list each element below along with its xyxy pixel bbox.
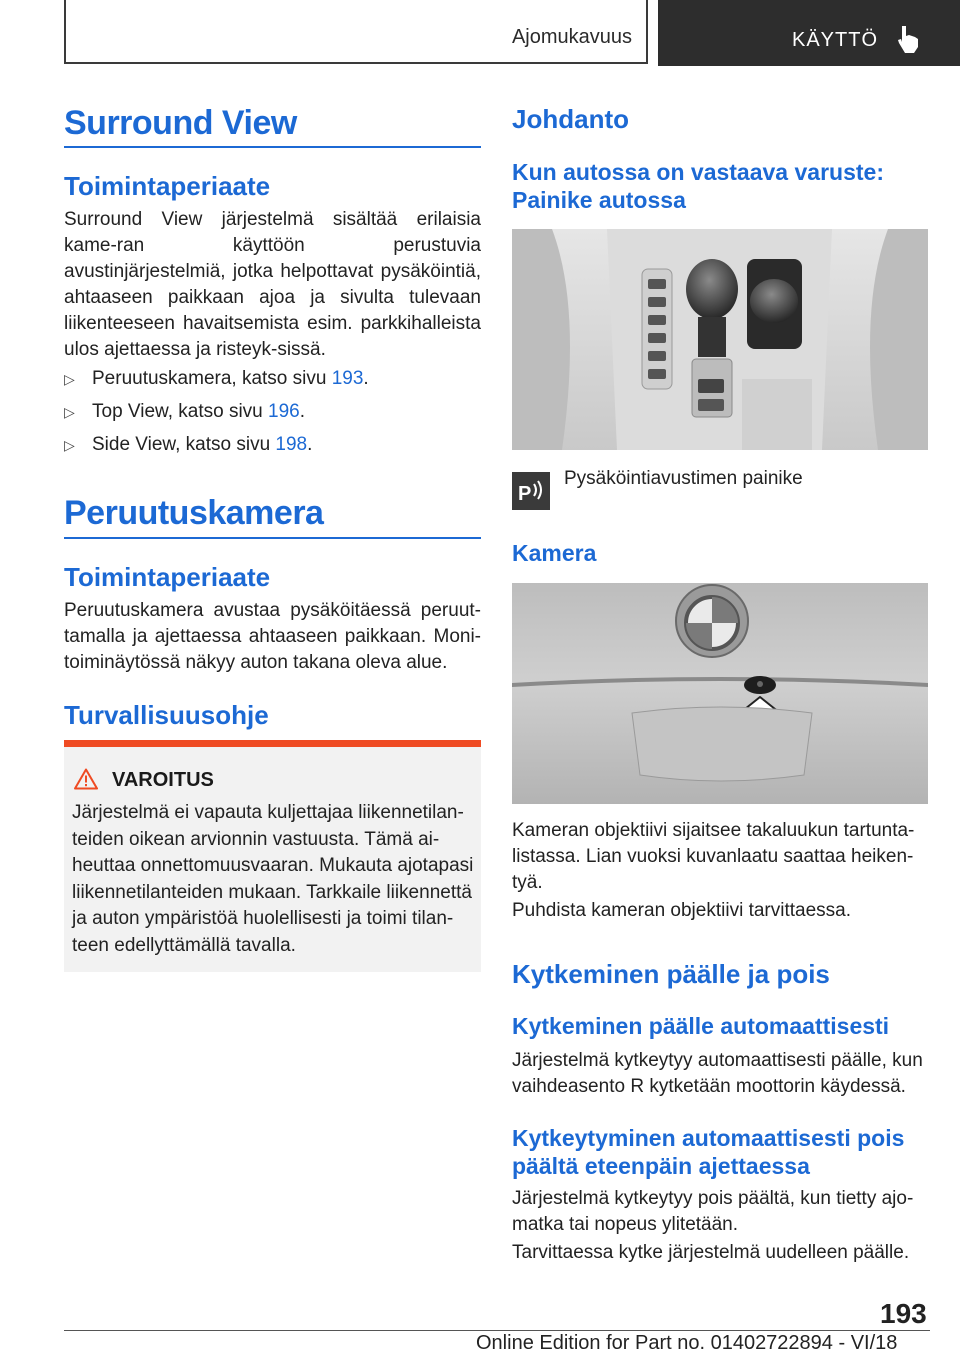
footer-rule bbox=[64, 1330, 930, 1331]
onoff-heading: Kytkeminen päälle ja pois bbox=[512, 959, 830, 989]
warning-bar bbox=[64, 740, 481, 747]
center-console-photo bbox=[512, 229, 928, 450]
warning-title: VAROITUS bbox=[112, 769, 214, 791]
kamera-heading: Kamera bbox=[512, 540, 597, 566]
svg-text:P: P bbox=[518, 483, 532, 505]
surround-view-title: Surround View bbox=[64, 104, 297, 142]
warning-text: Järjestelmä ei vapauta kuljettajaa liikennetilan‐teiden oikean arvionnin vastuusta. Tämä ai‐heuttaa onnettomuusvaaran. Mukauta ajotapasi liikennetilanteiden mukaan. Tarkkaile liikennettä ja auton ympäristöä huolellisesti ja toimi tilan‐teen edellyttämällä tavalla. bbox=[72, 802, 474, 956]
auto-off-heading: Kytkeytyminen automaattisesti pois päältä eteenpäin ajettaessa bbox=[512, 1125, 905, 1179]
surround-principle-heading: Toimintaperiaate bbox=[64, 171, 271, 201]
page-number: 193 bbox=[880, 1298, 927, 1329]
button-equipment-heading: Kun autossa on vastaava varuste: Painike autossa bbox=[512, 159, 884, 213]
surround-description: Surround View järjestelmä sisältää erilaisia kame‐ran käyttöön perustuvia avustinjärjestelmiä, jotka helpottavat pysäköintiä, ahtaaseen paikkaan ajoa ja sivulta tulevaan liikenteeseen havaitsemista esim. parkkihalleista ulos ajettaessa ja risteyk‐sissä. bbox=[64, 209, 481, 360]
warning-triangle-icon bbox=[74, 768, 98, 790]
page-link-193[interactable]: 193 bbox=[331, 368, 364, 389]
warning-box bbox=[64, 740, 481, 972]
peruutus-principle-heading: Toimintaperiaate bbox=[64, 562, 271, 592]
header-chapter-tab bbox=[658, 0, 960, 66]
center-console-illustration bbox=[512, 229, 928, 450]
rear-camera-illustration bbox=[512, 583, 928, 804]
safety-heading: Turvallisuusohje bbox=[64, 700, 269, 730]
header-chapter-label: KÄYTTÖ bbox=[792, 29, 879, 51]
footer-edition: Online Edition for Part no. 01402722894 - VI/18 bbox=[476, 1332, 898, 1354]
button-caption: Pysäköintiavustimen painike bbox=[564, 468, 803, 489]
manual-on-text: Tarvittaessa kytke järjestelmä uudelleen päälle. bbox=[512, 1242, 910, 1263]
triangle-bullet-icon: ▷ bbox=[64, 404, 75, 420]
title-rule bbox=[64, 146, 481, 148]
rear-camera-photo bbox=[512, 583, 928, 804]
johdanto-heading: Johdanto bbox=[512, 104, 629, 134]
hand-pointer-icon bbox=[896, 24, 922, 54]
triangle-bullet-icon: ▷ bbox=[64, 437, 75, 453]
parking-assist-button-icon bbox=[512, 472, 550, 510]
header-section-tab bbox=[64, 0, 648, 64]
page-link-196[interactable]: 196 bbox=[268, 401, 300, 422]
ref-label: Top View, katso sivu bbox=[92, 401, 269, 422]
ref-label: Peruutuskamera, katso sivu bbox=[92, 368, 332, 389]
title-rule bbox=[64, 537, 481, 539]
peruutus-description: Peruutuskamera avustaa pysäköitäessä peruut‐tamalla ja ajettaessa ahtaaseen paikkaan. Moni‐toiminäytössä näkyy auton takana oleva alue. bbox=[64, 600, 481, 673]
auto-off-text: Järjestelmä kytkeytyy pois päältä, kun tietty ajo‐matka tai nopeus ylitetään. bbox=[512, 1188, 914, 1235]
triangle-bullet-icon: ▷ bbox=[64, 371, 75, 387]
camera-clean-text: Puhdista kameran objektiivi tarvittaessa. bbox=[512, 900, 851, 921]
auto-on-heading: Kytkeminen päälle automaattisesti bbox=[512, 1013, 890, 1039]
page-link-198[interactable]: 198 bbox=[275, 434, 308, 455]
header-section-label: Ajomukavuus bbox=[511, 26, 632, 48]
peruutuskamera-title: Peruutuskamera bbox=[64, 494, 324, 532]
ref-label: Side View, katso sivu bbox=[92, 434, 276, 455]
camera-location-text: Kameran objektiivi sijaitsee takaluukun tartunta‐listassa. Lian vuoksi kuvanlaatu saattaa heiken‐tyä. bbox=[512, 820, 915, 893]
auto-on-text: Järjestelmä kytkeytyy automaattisesti päälle, kun vaihdeasento R kytketään moottorin käydessä. bbox=[512, 1050, 923, 1097]
